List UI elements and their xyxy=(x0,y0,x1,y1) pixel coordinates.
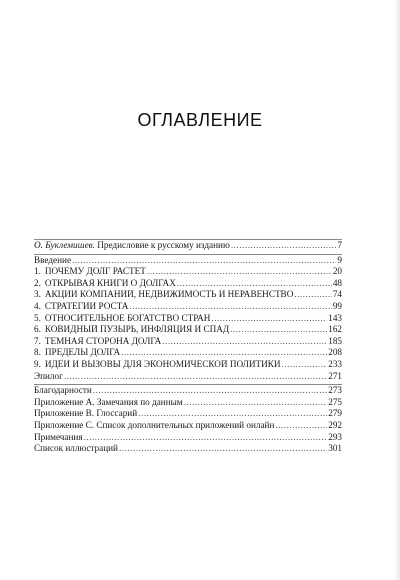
toc-entry-title: АКЦИИ КОМПАНИЙ, НЕДВИЖИМОСТЬ И НЕРАВЕНСТВО xyxy=(44,290,294,300)
toc-entry-label xyxy=(34,256,71,265)
toc-entry-appendix-c[interactable] xyxy=(34,421,342,433)
toc-entry-title: Предисловие к русскому изданию xyxy=(97,241,230,250)
toc-entry-page: 48 xyxy=(332,278,342,288)
toc-entry-label xyxy=(34,421,274,430)
toc-entry-page: 293 xyxy=(328,432,342,442)
toc-entry-number: 6. xyxy=(34,325,41,335)
toc-entry-epilogue[interactable] xyxy=(34,372,342,384)
toc-entry-page: 292 xyxy=(328,420,342,430)
toc-entry-illustrations[interactable] xyxy=(34,444,342,456)
toc-entry-label xyxy=(34,398,183,407)
toc-entry-appendix-a[interactable] xyxy=(34,398,342,410)
toc-entry-page: 185 xyxy=(328,336,342,346)
toc-entry-page: 20 xyxy=(332,267,342,277)
dot-leader xyxy=(177,279,332,288)
dot-leader xyxy=(72,256,336,265)
toc-entry-number: 7. xyxy=(34,336,41,346)
toc-entry-title: КОВИДНЫЙ ПУЗЫРЬ, ИНФЛЯЦИЯ И СПАД xyxy=(44,325,230,335)
toc-entry-number: 3. xyxy=(34,290,41,300)
dot-leader xyxy=(119,444,327,453)
toc-entry-page: 273 xyxy=(328,386,342,396)
toc-entry-page: 162 xyxy=(328,325,342,335)
toc-entry-label xyxy=(34,372,63,381)
dot-leader xyxy=(282,360,328,369)
toc-entry-title: СТРАТЕГИИ РОСТА xyxy=(44,301,129,311)
toc-entry-chapter-7[interactable] xyxy=(34,337,342,349)
dot-leader xyxy=(162,337,327,346)
toc-entry-label xyxy=(34,360,281,369)
toc-entry-chapter-9[interactable] xyxy=(34,360,342,372)
page-edge-shadow xyxy=(394,0,400,580)
toc-entry-label xyxy=(34,325,229,334)
toc-entry-title: ОТКРЫВАЯ КНИГИ О ДОЛГАХ xyxy=(44,278,176,288)
toc-entry-page: 99 xyxy=(332,301,342,311)
toc-entry-title: ПОЧЕМУ ДОЛГ РАСТЕТ xyxy=(44,267,146,277)
toc-entry-chapter-2[interactable] xyxy=(34,279,342,291)
toc-entry-page: 9 xyxy=(337,255,342,265)
dot-leader xyxy=(129,302,331,311)
dot-leader xyxy=(93,386,327,395)
toc-entry-page: 275 xyxy=(328,397,342,407)
toc-entry-number: 8. xyxy=(34,348,41,358)
dot-leader xyxy=(230,325,327,334)
table-of-contents xyxy=(34,238,342,456)
dot-leader xyxy=(138,409,327,418)
page-title: ОГЛАВЛЕНИЕ xyxy=(137,110,263,130)
toc-entry-number: 9. xyxy=(34,359,41,369)
dot-leader xyxy=(275,421,327,430)
toc-entry-acknowledgements[interactable] xyxy=(34,386,342,398)
toc-entry-title: ПРЕДЕЛЫ ДОЛГА xyxy=(44,348,121,358)
toc-entry-title: Благодарности xyxy=(34,386,92,396)
toc-entry-label xyxy=(34,290,293,299)
toc-entry-author: О. Буклемишев. xyxy=(34,241,95,250)
toc-entry-title: ТЕМНАЯ СТОРОНА ДОЛГА xyxy=(44,336,162,346)
toc-entry-number: 5. xyxy=(34,313,41,323)
dot-leader xyxy=(121,348,327,357)
toc-entry-label xyxy=(34,314,210,323)
toc-entry-label xyxy=(34,409,137,418)
dot-leader xyxy=(231,241,337,250)
toc-entry-label xyxy=(34,241,230,250)
toc-entry-title: Эпилог xyxy=(34,371,63,381)
toc-entry-title: Приложение А. Замечания по данным xyxy=(34,397,183,407)
dot-leader xyxy=(147,267,332,276)
toc-entry-chapter-5[interactable] xyxy=(34,314,342,326)
toc-entry-page: 233 xyxy=(328,359,342,369)
toc-entry-title: Введение xyxy=(34,255,72,265)
toc-entry-notes[interactable] xyxy=(34,433,342,445)
toc-entry-label xyxy=(34,337,161,346)
dot-leader xyxy=(184,398,328,407)
toc-entry-title: ИДЕИ И ВЫЗОВЫ ДЛЯ ЭКОНОМИЧЕСКОЙ ПОЛИТИКИ xyxy=(44,359,281,369)
section-divider xyxy=(34,239,342,240)
toc-entry-chapter-4[interactable] xyxy=(34,302,342,314)
toc-entry-number: 2. xyxy=(34,278,41,288)
toc-entry-appendix-b[interactable] xyxy=(34,409,342,421)
section-divider xyxy=(34,254,342,255)
toc-entry-label xyxy=(34,348,120,357)
dot-leader xyxy=(64,372,327,381)
toc-entry-title: Примечания xyxy=(34,432,83,442)
toc-entry-page: 7 xyxy=(337,241,342,250)
toc-entry-page: 271 xyxy=(328,371,342,381)
toc-entry-title: Приложение В. Глоссарий xyxy=(34,409,138,419)
toc-entry-introduction[interactable] xyxy=(34,256,342,268)
toc-entry-label xyxy=(34,302,128,311)
toc-entry-chapter-3[interactable] xyxy=(34,290,342,302)
dot-leader xyxy=(294,290,331,299)
toc-entry-number: 1. xyxy=(34,267,41,277)
toc-entry-label xyxy=(34,386,92,395)
toc-entry-chapter-8[interactable] xyxy=(34,348,342,360)
toc-entry-page: 74 xyxy=(332,290,342,300)
toc-entry-label xyxy=(34,444,118,453)
toc-entry-label xyxy=(34,267,146,276)
dot-leader xyxy=(84,433,328,442)
toc-entry-title: ОТНОСИТЕЛЬНОЕ БОГАТСТВО СТРАН xyxy=(44,313,211,323)
section-divider xyxy=(34,384,342,385)
toc-entry-page: 208 xyxy=(328,348,342,358)
toc-entry-number: 4. xyxy=(34,301,41,311)
toc-entry-page: 143 xyxy=(328,313,342,323)
toc-entry-title: Приложение С. Список дополнительных приложений онлайн xyxy=(34,420,275,430)
toc-entry-page: 279 xyxy=(328,409,342,419)
toc-entry-chapter-1[interactable] xyxy=(34,267,342,279)
toc-entry-title: Список иллюстраций xyxy=(34,444,118,454)
toc-entry-label xyxy=(34,279,176,288)
toc-entry-page: 301 xyxy=(328,444,342,454)
toc-entry-chapter-6[interactable] xyxy=(34,325,342,337)
toc-entry-label xyxy=(34,433,83,442)
toc-entry-preface[interactable] xyxy=(34,241,342,253)
dot-leader xyxy=(211,314,327,323)
